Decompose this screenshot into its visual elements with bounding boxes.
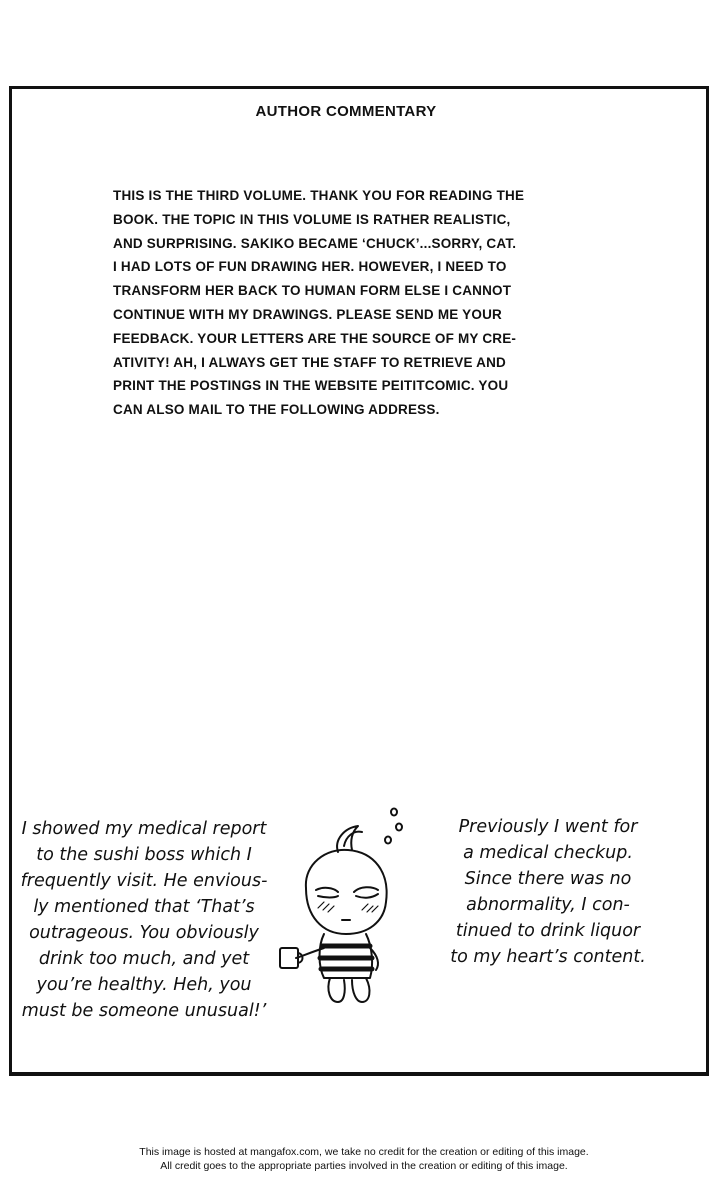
commentary-line: BOOK. THE TOPIC IN THIS VOLUME IS RATHER REALISTIC, xyxy=(113,211,511,227)
commentary-line: CAN ALSO MAIL TO THE FOLLOWING ADDRESS. xyxy=(113,402,440,418)
note-line: outrageous. You obviously xyxy=(29,923,259,943)
note-line: to my heart’s content. xyxy=(450,947,646,967)
note-line: ly mentioned that ‘That’s xyxy=(33,897,255,917)
footer-line: This image is hosted at mangafox.com, we take no credit for the creation or editing of this image. xyxy=(139,1146,589,1158)
commentary-line: CONTINUE WITH MY DRAWINGS. PLEASE SEND ME YOUR xyxy=(113,306,502,322)
author-chibi-illustration xyxy=(268,806,418,1012)
commentary-line: TRANSFORM HER BACK TO HUMAN FORM ELSE I CANNOT xyxy=(113,283,512,299)
right-handwritten-note xyxy=(448,814,648,970)
hosting-credit-footer xyxy=(0,1145,728,1173)
note-line: Previously I went for xyxy=(458,817,638,837)
note-line: must be someone unusual!’ xyxy=(21,1001,267,1021)
note-line: frequently visit. He envious- xyxy=(20,871,268,891)
commentary-line: FEEDBACK. YOUR LETTERS ARE THE SOURCE OF MY CRE- xyxy=(113,330,517,346)
commentary-line: PRINT THE POSTINGS IN THE WEBSITE PEITITCOMIC. YOU xyxy=(113,378,509,394)
note-line: tinued to drink liquor xyxy=(455,921,641,941)
page-title: AUTHOR COMMENTARY xyxy=(255,103,437,120)
note-line: drink too much, and yet xyxy=(38,949,250,969)
commentary-line: AND SURPRISING. SAKIKO BECAME ‘CHUCK’...SORRY, CAT. xyxy=(113,235,517,251)
footer-line: All credit goes to the appropriate parties involved in the creation or editing of this image. xyxy=(160,1160,568,1172)
note-line: Since there was no xyxy=(464,869,632,889)
note-line: abnormality, I con- xyxy=(466,895,630,915)
note-line: a medical checkup. xyxy=(463,843,633,863)
commentary-body xyxy=(113,184,583,422)
note-line: to the sushi boss which I xyxy=(36,845,252,865)
note-line: I showed my medical report xyxy=(21,819,267,839)
commentary-line: I HAD LOTS OF FUN DRAWING HER. HOWEVER, I NEED TO xyxy=(113,259,507,275)
commentary-line: THIS IS THE THIRD VOLUME. THANK YOU FOR READING THE xyxy=(113,188,525,203)
left-handwritten-note xyxy=(18,816,270,1024)
commentary-line: ATIVITY! AH, I ALWAYS GET THE STAFF TO RETRIEVE AND xyxy=(113,354,506,370)
note-line: you’re healthy. Heh, you xyxy=(36,975,252,995)
